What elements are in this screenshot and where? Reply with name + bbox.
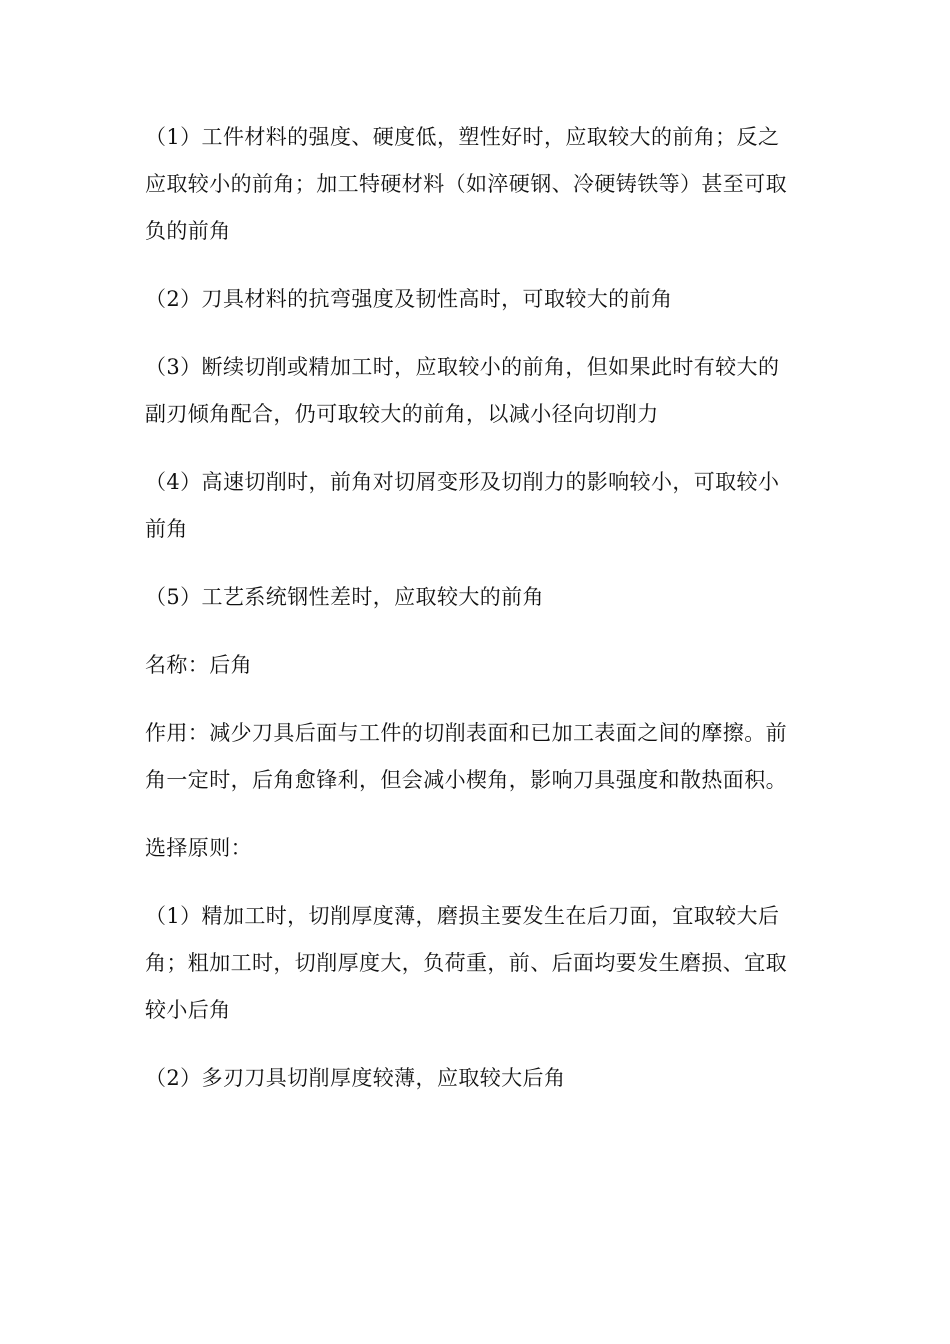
document-page [145,114,810,1123]
text-line: 应取较小的前角；加工特硬材料（如淬硬钢、冷硬铸铁等）甚至可取 [145,172,787,196]
text-line: 角；粗加工时，切削厚度大，负荷重，前、后面均要发生磨损、宜取 [145,951,787,975]
text-line: （5）工艺系统钢性差时，应取较大的前角 [145,585,544,609]
text-line: （4）高速切削时，前角对切屑变形及切削力的影响较小，可取较小 [145,470,780,494]
text-line: （3）断续切削或精加工时，应取较小的前角，但如果此时有较大的 [145,355,780,379]
text-line: 角一定时，后角愈锋利，但会减小楔角，影响刀具强度和散热面积。 [145,768,787,792]
text-line: 选择原则： [145,836,252,860]
text-line: 名称：后角 [145,653,252,677]
text-line: 负的前角 [145,219,231,243]
paragraph-selection-principles-heading [145,825,810,872]
paragraph-rake-angle-rule-2 [145,276,810,323]
paragraph-clearance-angle-rule-1 [145,893,810,1034]
paragraph-clearance-angle-rule-2 [145,1055,810,1102]
paragraph-rake-angle-rule-4 [145,459,810,553]
paragraph-function [145,710,810,804]
paragraph-name-clearance-angle [145,642,810,689]
text-line: （2）多刃刀具切削厚度较薄，应取较大后角 [145,1066,566,1090]
paragraph-rake-angle-rule-5 [145,574,810,621]
text-line: （1）工件材料的强度、硬度低，塑性好时，应取较大的前角；反之 [145,125,780,149]
text-line: （1）精加工时，切削厚度薄，磨损主要发生在后刀面，宜取较大后 [145,904,780,928]
text-line: 较小后角 [145,998,231,1022]
text-line: 作用：减少刀具后面与工件的切削表面和已加工表面之间的摩擦。前 [145,721,787,745]
text-line: 副刃倾角配合，仍可取较大的前角，以减小径向切削力 [145,402,659,426]
paragraph-rake-angle-rule-1 [145,114,810,255]
text-line: 前角 [145,517,188,541]
paragraph-rake-angle-rule-3 [145,344,810,438]
text-line: （2）刀具材料的抗弯强度及韧性高时，可取较大的前角 [145,287,673,311]
